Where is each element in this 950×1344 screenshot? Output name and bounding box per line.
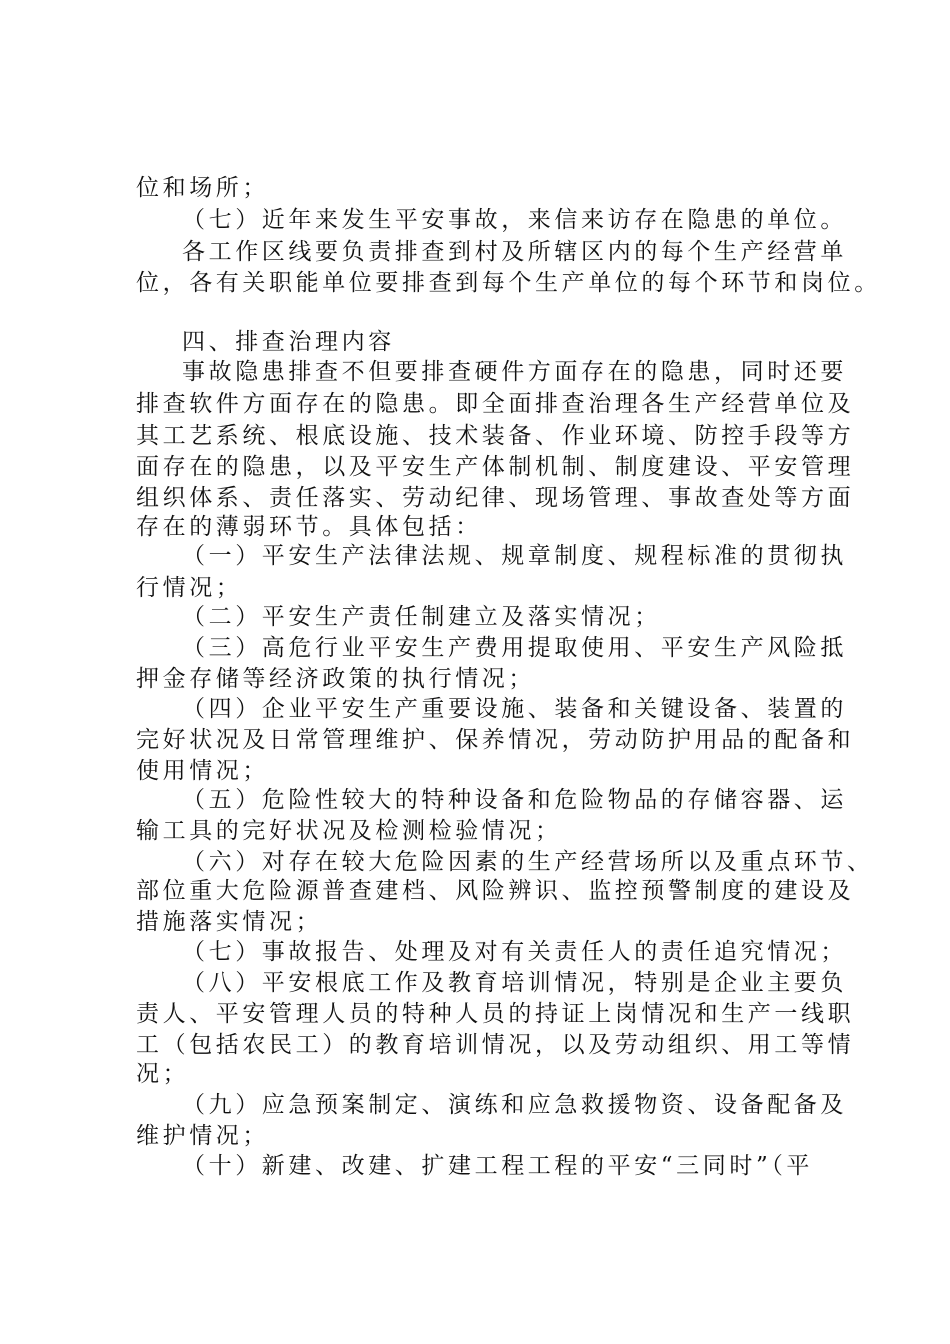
text-line: （一）平安生产法律法规、规章制度、规程标准的贯彻执: [182, 543, 847, 569]
text-line: 况；: [136, 1061, 190, 1087]
text-line: 其工艺系统、根底设施、技术装备、作业环境、防控手段等方: [136, 423, 855, 449]
text-line: 行情况；: [136, 575, 243, 601]
text-line: 各工作区线要负责排查到村及所辖区内的每个生产经营单: [182, 239, 847, 265]
text-line: 输工具的完好状况及检测检验情况；: [136, 818, 562, 844]
section-heading: 四、排查治理内容: [182, 329, 395, 355]
text-line: （十）新建、改建、扩建工程工程的平安“三同时”（平: [182, 1153, 814, 1179]
text-line: 位和场所；: [136, 175, 269, 201]
text-line: 部位重大危险源普查建档、风险辨识、监控预警制度的建设及: [136, 878, 855, 904]
text-line: （二）平安生产责任制建立及落实情况；: [182, 604, 661, 630]
text-line: 措施落实情况；: [136, 909, 323, 935]
text-line: 存在的薄弱环节。具体包括：: [136, 514, 482, 540]
text-line: （四）企业平安生产重要设施、装备和关键设备、装置的: [182, 696, 847, 722]
text-line: 使用情况；: [136, 758, 269, 784]
text-line: （九）应急预案制定、演练和应急救援物资、设备配备及: [182, 1092, 847, 1118]
text-line: 排查软件方面存在的隐患。即全面排查治理各生产经营单位及: [136, 391, 855, 417]
text-line: （五）危险性较大的特种设备和危险物品的存储容器、运: [182, 787, 847, 813]
text-line: 完好状况及日常管理维护、保养情况，劳动防护用品的配备和: [136, 727, 855, 753]
text-line: 工（包括农民工）的教育培训情况，以及劳动组织、用工等情: [136, 1032, 855, 1058]
text-line: 组织体系、责任落实、劳动纪律、现场管理、事故查处等方面: [136, 485, 855, 511]
text-line: 维护情况；: [136, 1123, 269, 1149]
text-line: 押金存储等经济政策的执行情况；: [136, 666, 535, 692]
text-line: （八）平安根底工作及教育培训情况，特别是企业主要负: [182, 970, 847, 996]
text-line: 责人、平安管理人员的特种人员的持证上岗情况和生产一线职: [136, 1001, 855, 1027]
text-line: 事故隐患排查不但要排查硬件方面存在的隐患，同时还要: [182, 359, 847, 385]
text-line: 面存在的隐患，以及平安生产体制机制、制度建设、平安管理: [136, 454, 855, 480]
text-line: （七）近年来发生平安事故，来信来访存在隐患的单位。: [182, 207, 847, 233]
text-line: 位，各有关职能单位要排查到每个生产单位的每个环节和岗位。: [136, 270, 881, 296]
text-line: （七）事故报告、处理及对有关责任人的责任追究情况；: [182, 939, 847, 965]
text-line: （六）对存在较大危险因素的生产经营场所以及重点环节、: [182, 849, 874, 875]
text-line: （三）高危行业平安生产费用提取使用、平安生产风险抵: [182, 635, 847, 661]
